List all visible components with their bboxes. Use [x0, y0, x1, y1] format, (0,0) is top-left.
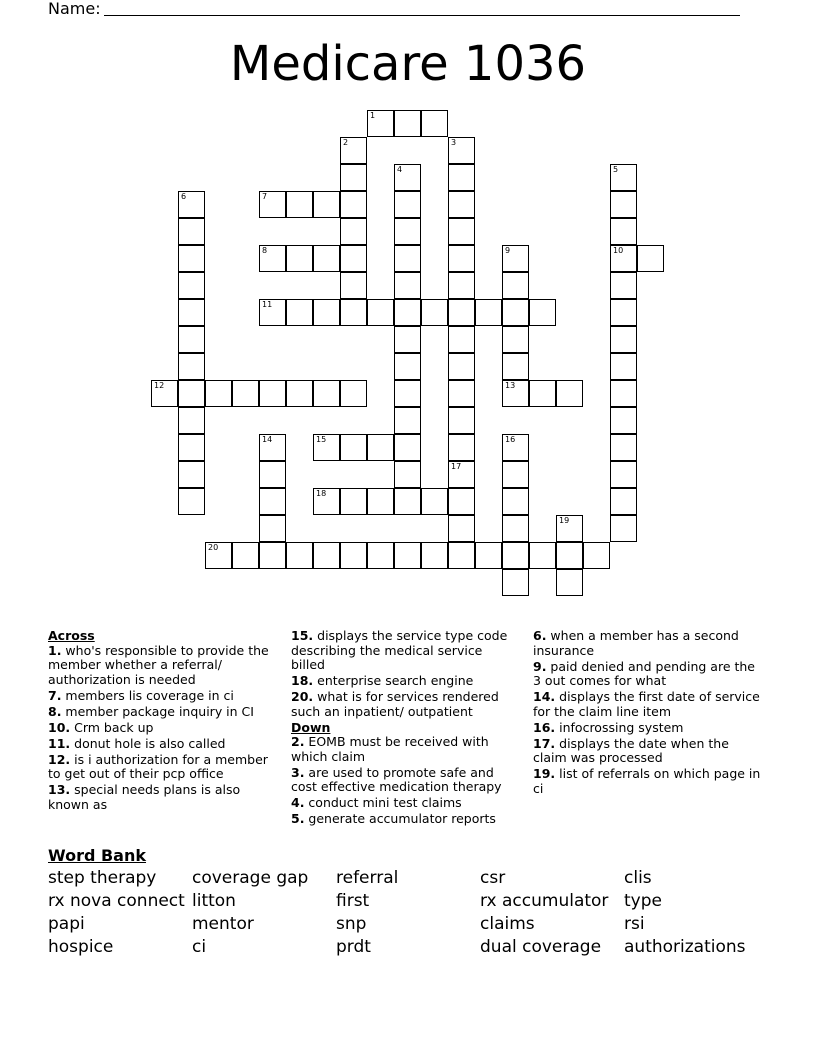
clues-column-2 [291, 629, 519, 828]
grid-cell[interactable] [394, 245, 421, 272]
grid-cell[interactable] [610, 326, 637, 353]
cell-number: 2 [343, 138, 349, 147]
down-clue [533, 737, 761, 766]
grid-cell[interactable] [178, 191, 205, 218]
grid-cell[interactable] [340, 542, 367, 569]
cell-number: 11 [262, 300, 273, 309]
grid-cell[interactable] [367, 542, 394, 569]
grid-cell[interactable] [394, 191, 421, 218]
across-clue [48, 689, 276, 704]
grid-cell[interactable] [610, 299, 637, 326]
grid-cell[interactable] [313, 488, 340, 515]
clues-column-1 [48, 629, 276, 814]
grid-cell[interactable] [448, 326, 475, 353]
grid-cell[interactable] [313, 380, 340, 407]
grid-cell[interactable] [556, 569, 583, 596]
grid-cell[interactable] [151, 380, 178, 407]
grid-cell[interactable] [394, 353, 421, 380]
cell-number: 14 [262, 435, 273, 444]
grid-cell[interactable] [313, 191, 340, 218]
grid-cell[interactable] [448, 164, 475, 191]
grid-cell[interactable] [556, 380, 583, 407]
word-bank-word: type [624, 891, 662, 911]
across-heading: Across [48, 628, 95, 643]
clues-column-3 [533, 629, 761, 798]
grid-cell[interactable] [259, 434, 286, 461]
cell-number: 18 [316, 489, 327, 498]
grid-cell[interactable] [448, 137, 475, 164]
grid-cell[interactable] [502, 299, 529, 326]
grid-cell[interactable] [502, 569, 529, 596]
grid-cell[interactable] [394, 218, 421, 245]
grid-cell[interactable] [394, 299, 421, 326]
clue-text: EOMB must be received with which claim [291, 734, 489, 764]
grid-cell[interactable] [394, 380, 421, 407]
grid-cell[interactable] [259, 191, 286, 218]
grid-cell[interactable] [529, 542, 556, 569]
grid-cell[interactable] [610, 434, 637, 461]
grid-cell[interactable] [421, 110, 448, 137]
grid-cell[interactable] [313, 245, 340, 272]
grid-cell[interactable] [448, 191, 475, 218]
cell-number: 17 [451, 462, 462, 471]
grid-cell[interactable] [286, 191, 313, 218]
clue-number: 8. [48, 703, 62, 719]
clue-number: 18. [291, 673, 314, 688]
down-clue [533, 690, 761, 719]
grid-cell[interactable] [340, 191, 367, 218]
grid-cell[interactable] [421, 542, 448, 569]
grid-cell[interactable] [610, 461, 637, 488]
down-clue [533, 660, 761, 689]
word-bank-word: first [336, 891, 370, 911]
clue-number: 11. [48, 735, 71, 751]
cell-number: 19 [559, 516, 570, 525]
cell-number: 10 [613, 246, 624, 255]
grid-cell[interactable] [610, 218, 637, 245]
grid-cell[interactable] [340, 434, 367, 461]
grid-cell[interactable] [610, 164, 637, 191]
word-bank-title: Word Bank [48, 846, 147, 865]
grid-cell[interactable] [394, 110, 421, 137]
across-clue [48, 705, 276, 720]
grid-cell[interactable] [610, 245, 637, 272]
grid-cell[interactable] [502, 272, 529, 299]
grid-cell[interactable] [610, 272, 637, 299]
clue-text: conduct mini test claims [304, 795, 462, 810]
down-clue [291, 766, 519, 795]
cell-number: 4 [397, 165, 403, 174]
down-clue [291, 796, 519, 811]
grid-cell[interactable] [286, 542, 313, 569]
grid-cell[interactable] [502, 461, 529, 488]
grid-cell[interactable] [610, 515, 637, 542]
across-clue [291, 674, 519, 689]
clue-number: 1. [48, 642, 62, 658]
grid-cell[interactable] [529, 380, 556, 407]
clue-number: 15. [291, 628, 314, 643]
grid-cell[interactable] [178, 245, 205, 272]
clue-number: 7. [48, 687, 62, 703]
grid-cell[interactable] [367, 110, 394, 137]
grid-cell[interactable] [178, 218, 205, 245]
word-bank-word: litton [192, 891, 236, 911]
grid-cell[interactable] [610, 380, 637, 407]
grid-cell[interactable] [367, 434, 394, 461]
grid-cell[interactable] [367, 488, 394, 515]
grid-cell[interactable] [313, 299, 340, 326]
grid-cell[interactable] [421, 488, 448, 515]
clue-number: 13. [48, 782, 71, 797]
grid-cell[interactable] [502, 542, 529, 569]
word-bank-word: mentor [192, 914, 254, 934]
clue-number: 3. [291, 764, 305, 780]
grid-cell[interactable] [556, 542, 583, 569]
clue-text: members lis coverage in ci [61, 687, 234, 703]
grid-cell[interactable] [259, 299, 286, 326]
clue-text: are used to promote safe and cost effective medication therapy [291, 764, 502, 794]
grid-cell[interactable] [502, 488, 529, 515]
clue-text: special needs plans is also known as [48, 782, 241, 812]
grid-cell[interactable] [502, 326, 529, 353]
cell-number: 16 [505, 435, 516, 444]
grid-cell[interactable] [394, 542, 421, 569]
grid-cell[interactable] [610, 353, 637, 380]
grid-cell[interactable] [259, 488, 286, 515]
across-clue [48, 783, 276, 812]
grid-cell[interactable] [448, 353, 475, 380]
clue-number: 19. [533, 766, 556, 781]
word-bank-word: prdt [336, 937, 371, 957]
cell-number: 1 [370, 111, 376, 120]
grid-cell[interactable] [178, 380, 205, 407]
grid-cell[interactable] [610, 191, 637, 218]
word-bank-word: ci [192, 937, 207, 957]
across-clue [48, 644, 276, 688]
grid-cell[interactable] [610, 407, 637, 434]
cell-number: 7 [262, 192, 268, 201]
grid-cell[interactable] [232, 542, 259, 569]
clue-text: infocrossing system [555, 719, 684, 735]
clue-number: 12. [48, 751, 71, 767]
cell-number: 9 [505, 246, 511, 255]
grid-cell[interactable] [286, 380, 313, 407]
clue-text: is i authorization for a member to get out of their pcp office [48, 751, 268, 781]
clue-text: generate accumulator reports [304, 811, 496, 826]
across-clue [48, 721, 276, 736]
clue-number: 17. [533, 735, 556, 751]
down-heading: Down [291, 719, 331, 735]
word-bank-word: clis [624, 868, 652, 888]
across-clue [291, 690, 519, 719]
word-bank-word: referral [336, 868, 399, 888]
clue-text: displays the service type code describing the medical service billed [291, 628, 508, 672]
grid-cell[interactable] [340, 218, 367, 245]
grid-cell[interactable] [259, 245, 286, 272]
grid-cell[interactable] [205, 542, 232, 569]
cell-number: 8 [262, 246, 268, 255]
word-bank-word: rx nova connect [48, 891, 185, 911]
grid-cell[interactable] [448, 218, 475, 245]
word-bank-word: hospice [48, 937, 114, 957]
word-bank-word: claims [480, 914, 535, 934]
grid-cell[interactable] [448, 272, 475, 299]
grid-cell[interactable] [178, 353, 205, 380]
grid-cell[interactable] [448, 245, 475, 272]
down-clue [533, 629, 761, 658]
grid-cell[interactable] [367, 299, 394, 326]
grid-cell[interactable] [394, 326, 421, 353]
grid-cell[interactable] [178, 461, 205, 488]
word-bank-word: step therapy [48, 868, 157, 888]
grid-cell[interactable] [178, 488, 205, 515]
grid-cell[interactable] [394, 164, 421, 191]
clue-number: 16. [533, 719, 556, 735]
clue-number: 9. [533, 658, 547, 674]
word-bank-word: snp [336, 914, 367, 934]
grid-cell[interactable] [178, 299, 205, 326]
grid-cell[interactable] [421, 299, 448, 326]
cell-number: 20 [208, 543, 219, 552]
name-label: Name: [48, 0, 101, 18]
clue-number: 5. [291, 811, 305, 826]
page-title: Medicare 1036 [229, 36, 587, 92]
grid-cell[interactable] [178, 407, 205, 434]
grid-cell[interactable] [232, 380, 259, 407]
clue-text: Crm back up [70, 719, 154, 735]
grid-cell[interactable] [448, 299, 475, 326]
clue-number: 6. [533, 628, 547, 643]
grid-cell[interactable] [637, 245, 664, 272]
grid-cell[interactable] [340, 380, 367, 407]
grid-cell[interactable] [313, 434, 340, 461]
grid-cell[interactable] [286, 245, 313, 272]
grid-cell[interactable] [583, 542, 610, 569]
clue-text: displays the first date of service for the claim line item [533, 689, 760, 719]
across-clue [291, 629, 519, 673]
clue-text: who's responsible to provide the member whether a referral/ authorization is needed [48, 642, 269, 687]
grid-cell[interactable] [502, 353, 529, 380]
grid-cell[interactable] [340, 272, 367, 299]
grid-cell[interactable] [394, 488, 421, 515]
cell-number: 12 [154, 381, 165, 390]
clue-number: 14. [533, 689, 556, 704]
grid-cell[interactable] [394, 407, 421, 434]
clue-number: 2. [291, 734, 305, 749]
grid-cell[interactable] [313, 542, 340, 569]
cell-number: 15 [316, 435, 327, 444]
grid-cell[interactable] [610, 488, 637, 515]
clue-text: paid denied and pending are the 3 out comes for what [533, 658, 755, 688]
grid-cell[interactable] [394, 461, 421, 488]
grid-cell[interactable] [259, 461, 286, 488]
clue-number: 10. [48, 719, 71, 735]
grid-cell[interactable] [502, 380, 529, 407]
grid-cell[interactable] [340, 164, 367, 191]
grid-cell[interactable] [502, 245, 529, 272]
grid-cell[interactable] [178, 272, 205, 299]
grid-cell[interactable] [448, 380, 475, 407]
grid-cell[interactable] [502, 515, 529, 542]
grid-cell[interactable] [448, 488, 475, 515]
grid-cell[interactable] [529, 299, 556, 326]
grid-cell[interactable] [178, 326, 205, 353]
grid-cell[interactable] [340, 488, 367, 515]
grid-cell[interactable] [394, 272, 421, 299]
down-clue [291, 812, 519, 827]
grid-cell[interactable] [448, 515, 475, 542]
word-bank-word: authorizations [624, 937, 746, 957]
grid-cell[interactable] [448, 461, 475, 488]
grid-cell[interactable] [205, 380, 232, 407]
cell-number: 5 [613, 165, 619, 174]
grid-cell[interactable] [178, 434, 205, 461]
grid-cell[interactable] [448, 407, 475, 434]
down-clue [533, 721, 761, 736]
cell-number: 3 [451, 138, 457, 147]
clue-text: enterprise search engine [313, 673, 474, 688]
across-clue [48, 753, 276, 782]
grid-cell[interactable] [259, 542, 286, 569]
clue-text: displays the date when the claim was processed [533, 735, 729, 765]
clue-text: list of referrals on which page in ci [533, 766, 761, 796]
clue-number: 4. [291, 795, 305, 810]
cell-number: 6 [181, 192, 187, 201]
grid-cell[interactable] [340, 299, 367, 326]
grid-cell[interactable] [448, 542, 475, 569]
grid-cell[interactable] [286, 299, 313, 326]
clue-text: member package inquiry in CI [61, 703, 254, 719]
grid-cell[interactable] [475, 299, 502, 326]
word-bank-word: rsi [624, 914, 645, 934]
grid-cell[interactable] [502, 434, 529, 461]
across-clue [48, 737, 276, 752]
clue-text: donut hole is also called [70, 735, 226, 751]
grid-cell[interactable] [475, 542, 502, 569]
down-clue [291, 735, 519, 764]
grid-cell[interactable] [394, 434, 421, 461]
clue-text: when a member has a second insurance [533, 628, 739, 658]
word-bank-word: coverage gap [192, 868, 309, 888]
cell-number: 13 [505, 381, 516, 390]
word-bank-word: csr [480, 868, 506, 888]
grid-cell[interactable] [556, 515, 583, 542]
word-bank-word: rx accumulator [480, 891, 609, 911]
clue-number: 20. [291, 689, 314, 704]
word-bank-word: papi [48, 914, 85, 934]
clue-text: what is for services rendered such an inpatient/ outpatient [291, 689, 499, 719]
down-clue [533, 767, 761, 796]
word-bank-word: dual coverage [480, 937, 602, 957]
grid-cell[interactable] [340, 137, 367, 164]
grid-cell[interactable] [259, 380, 286, 407]
grid-cell[interactable] [448, 434, 475, 461]
grid-cell[interactable] [340, 245, 367, 272]
grid-cell[interactable] [259, 515, 286, 542]
